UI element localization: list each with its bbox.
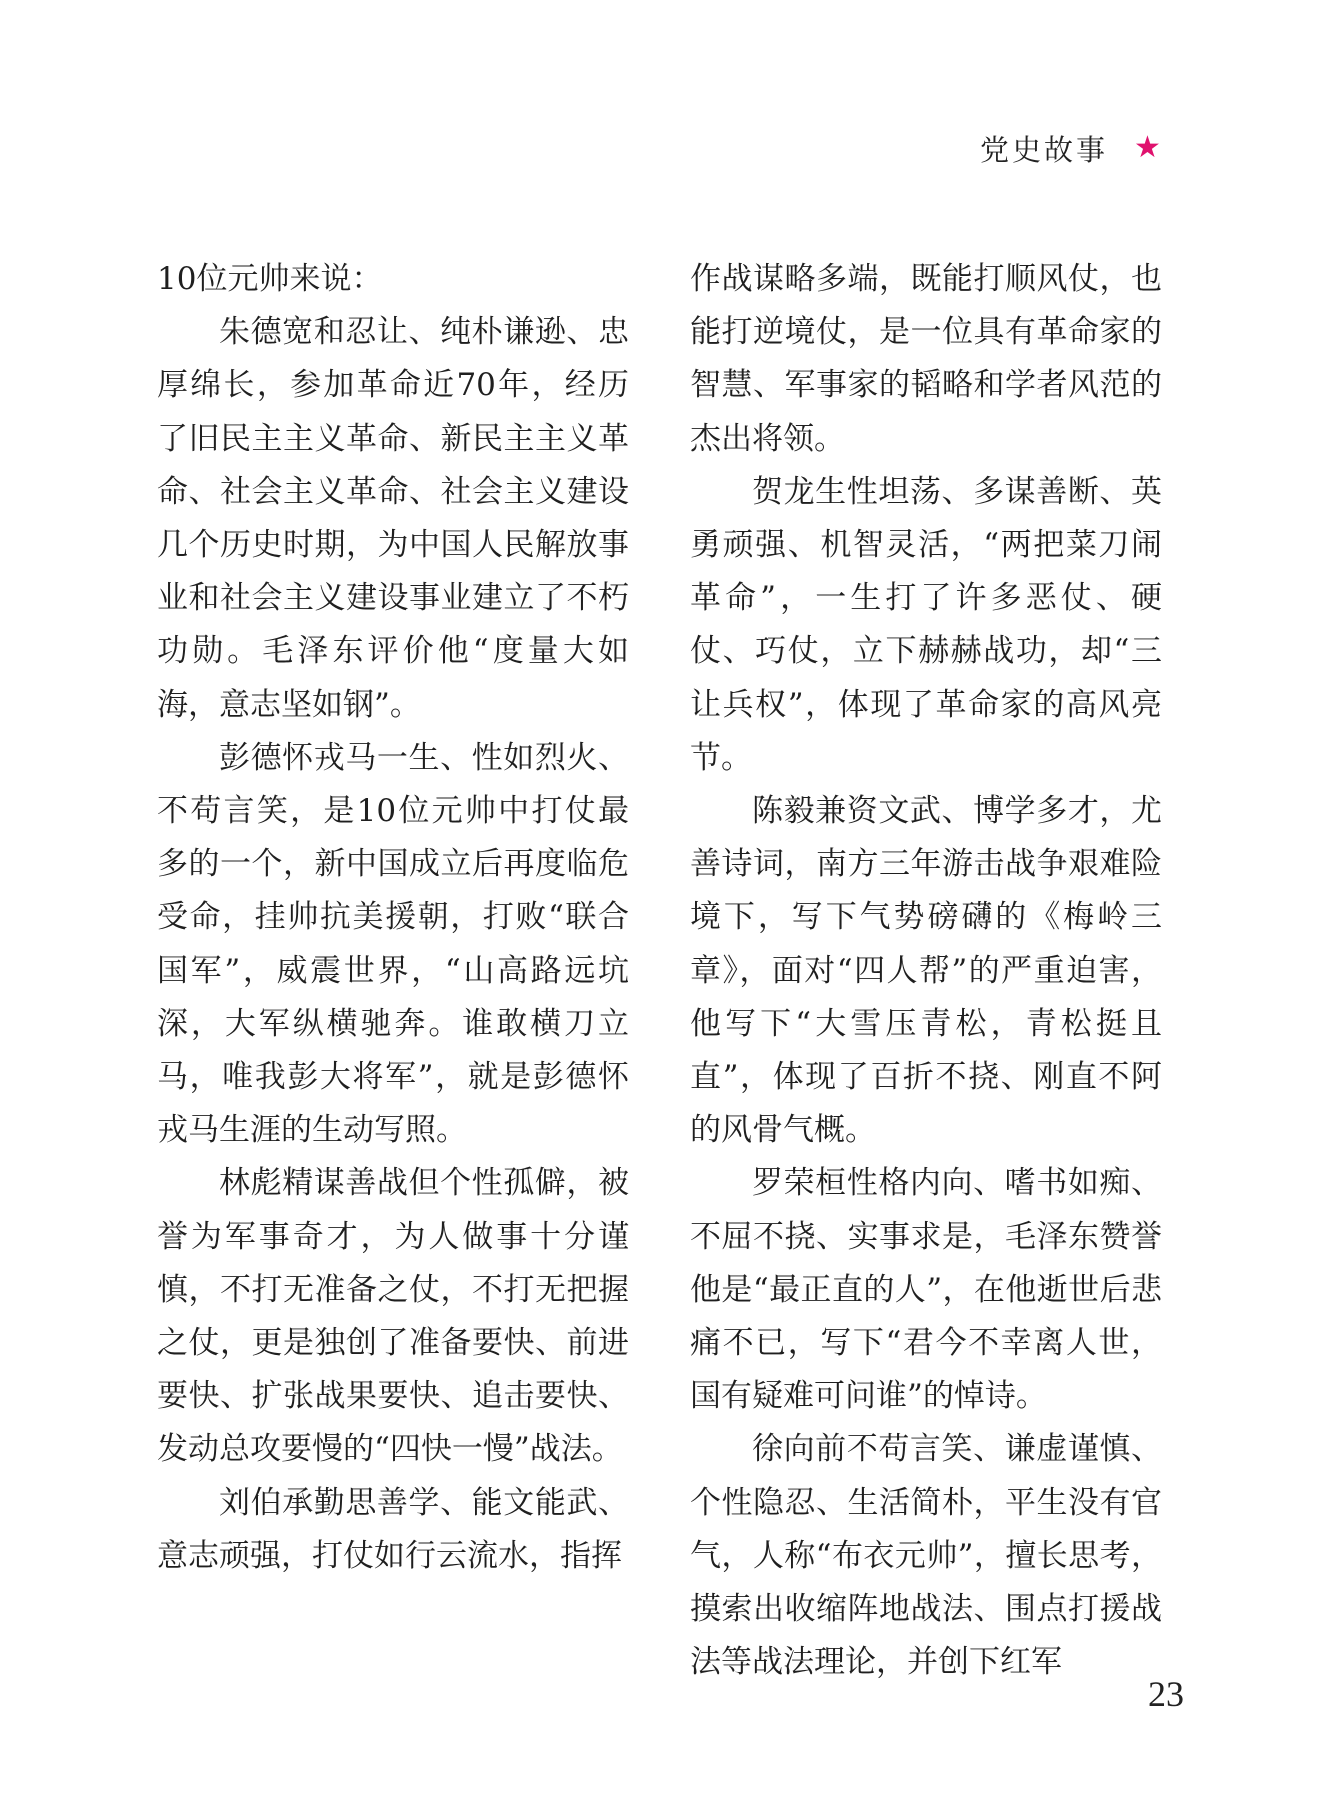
paragraph: 10位元帅来说： xyxy=(157,261,383,297)
paragraph: 刘伯承勤思善学、能文能武、意志顽强，打仗如行云流水，指挥 xyxy=(157,1484,629,1574)
left-column xyxy=(157,253,629,1583)
paragraph: 罗荣桓性格内向、嗜书如痴、不屈不挠、实事求是，毛泽东赞誉他是“最正直的人”，在他逝世后悲痛不已，写下“君今不幸离人世，国有疑难可问谁”的悼诗。 xyxy=(690,1165,1162,1415)
paragraph: 彭德怀戎马一生、性如烈火、不苟言笑，是10位元帅中打仗最多的一个，新中国成立后再度临危受命，挂帅抗美援朝，打败“联合国军”，威震世界，“山高路远坑深，大军纵横驰奔。谁敢横刀立马，唯我彭大将军”，就是彭德怀戎马生涯的生动写照。 xyxy=(157,739,629,1149)
paragraph: 朱德宽和忍让、纯朴谦逊、忠厚绵长，参加革命近70年，经历了旧民主主义革命、新民主主义革命、社会主义革命、社会主义建设几个历史时期，为中国人民解放事业和社会主义建设事业建立了不朽功勋。毛泽东评价他“度量大如海，意志坚如钢”。 xyxy=(157,314,629,723)
star-icon: ★ xyxy=(1134,130,1161,165)
paragraph: 作战谋略多端，既能打顺风仗，也能打逆境仗，是一位具有革命家的智慧、军事家的韬略和学者风范的杰出将领。 xyxy=(690,261,1162,457)
paragraph: 贺龙生性坦荡、多谋善断、英勇顽强、机智灵活，“两把菜刀闹革命”，一生打了许多恶仗、硬仗、巧仗，立下赫赫战功，却“三让兵权”，体现了革命家的高风亮节。 xyxy=(690,473,1162,776)
page-number: 23 xyxy=(1148,1674,1184,1714)
section-title: 党史故事 xyxy=(980,132,1109,167)
paragraph: 徐向前不苟言笑、谦虚谨慎、个性隐忍、生活简朴，平生没有官气，人称“布衣元帅”，擅长思考，摸索出收缩阵地战法、围点打援战法等战法理论，并创下红军 xyxy=(690,1431,1162,1681)
paragraph: 林彪精谋善战但个性孤僻，被誉为军事奇才，为人做事十分谨慎，不打无准备之仗，不打无把握之仗，更是独创了准备要快、前进要快、扩张战果要快、追击要快、发动总攻要慢的“四快一慢”战法。 xyxy=(157,1165,629,1468)
running-header xyxy=(980,128,1161,168)
right-column xyxy=(690,253,1162,1689)
paragraph: 陈毅兼资文武、博学多才，尤善诗词，南方三年游击战争艰难险境下，写下气势磅礴的《梅岭三章》，面对“四人帮”的严重迫害，他写下“大雪压青松，青松挺且直”，体现了百折不挠、刚直不阿的风骨气概。 xyxy=(690,793,1162,1149)
